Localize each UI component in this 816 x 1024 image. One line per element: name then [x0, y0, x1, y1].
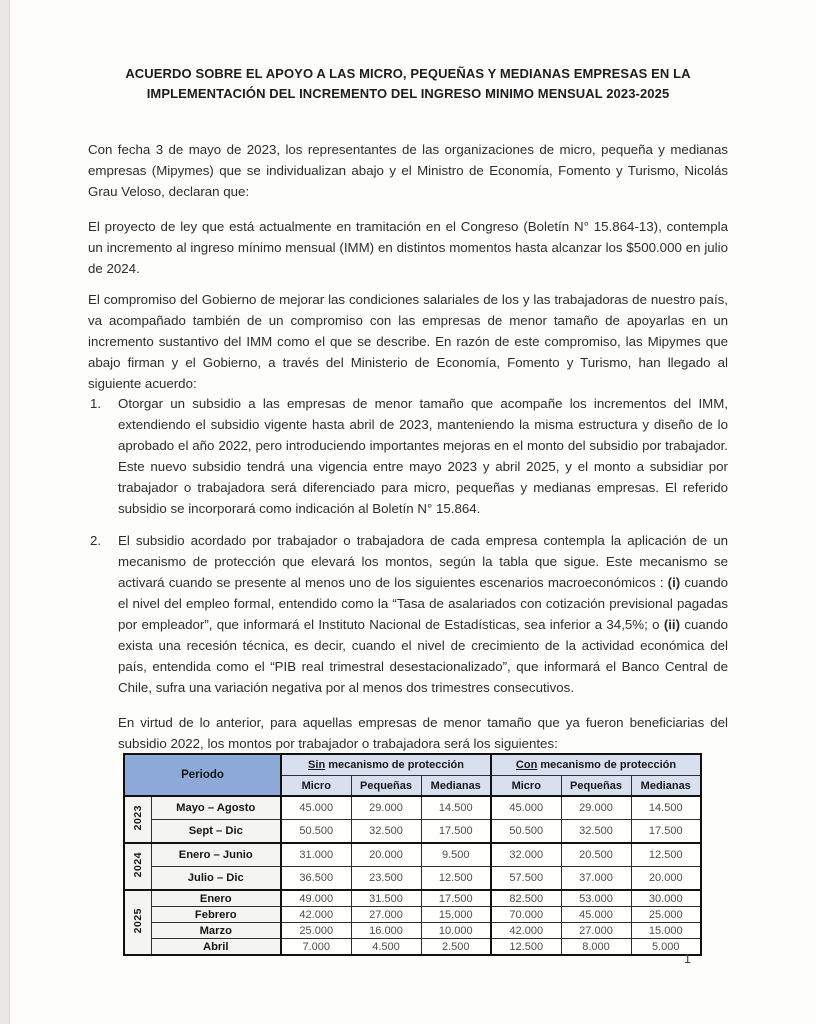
value-cell: 17.500	[631, 820, 701, 844]
value-cell: 12.500	[631, 843, 701, 867]
list-item-1-number: 1.	[90, 396, 102, 411]
period-cell: Enero	[151, 890, 281, 907]
value-cell: 45.000	[561, 907, 631, 923]
value-cell: 16.000	[351, 923, 421, 939]
value-cell: 15.000	[631, 923, 701, 939]
group-header-con-prefix: Con	[515, 759, 538, 771]
list-item-2-text	[118, 530, 728, 698]
value-cell: 45.000	[281, 796, 351, 820]
value-cell: 7.000	[281, 939, 351, 956]
value-cell: 10.000	[421, 923, 491, 939]
paragraph-pre-table: En virtud de lo anterior, para aquellas empresas de menor tamaño que ya fueron beneficiarias del subsidio 2022, los montos por trabajador o trabajadora será los siguientes:	[118, 715, 728, 752]
value-cell: 82.500	[491, 890, 561, 907]
col-header-sin-pequenas: Pequeñas	[351, 776, 421, 797]
col-header-con-pequenas: Pequeñas	[561, 776, 631, 797]
year-cell	[124, 890, 151, 955]
value-cell: 12.500	[421, 867, 491, 891]
group-header-con-rest: mecanismo de protección	[537, 759, 677, 771]
value-cell: 17.500	[421, 890, 491, 907]
group-header-sin-rest: mecanismo de protección	[325, 759, 464, 771]
paragraph-bill: El proyecto de ley que está actualmente en tramitación en el Congreso (Boletín N° 15.864-13), contempla un incremento al ingreso mínimo mensual (IMM) en distintos momentos hasta alcanzar los $500.000 en julio de 2024.	[88, 219, 728, 277]
bold-run: (ii)	[663, 617, 681, 632]
value-cell: 32.500	[561, 820, 631, 844]
value-cell: 37.000	[561, 867, 631, 891]
value-cell: 50.500	[491, 820, 561, 844]
value-cell: 25.000	[631, 907, 701, 923]
value-cell: 14.500	[421, 796, 491, 820]
document-title-line-2: IMPLEMENTACIÓN DEL INCREMENTO DEL INGRESO MINIMO MENSUAL 2023-2025	[146, 86, 670, 101]
value-cell: 50.500	[281, 820, 351, 844]
text-run: El subsidio acordado por trabajador o trabajadora de cada empresa contempla la aplicación de un mecanismo de protección que elevará los montos, según la tabla que sigue. Este mecanismo se activará cuando se presente al menos uno de los siguientes escenarios macroeconómicos :	[118, 533, 728, 590]
value-cell: 27.000	[561, 923, 631, 939]
value-cell: 45.000	[491, 796, 561, 820]
bold-run: (i)	[667, 575, 681, 590]
document-title	[90, 64, 726, 104]
table-row	[124, 796, 701, 820]
period-cell: Enero – Junio	[151, 843, 281, 867]
value-cell: 20.500	[561, 843, 631, 867]
value-cell: 29.000	[561, 796, 631, 820]
year-cell	[124, 843, 151, 890]
value-cell: 5.000	[631, 939, 701, 956]
col-header-con-micro: Micro	[491, 776, 561, 797]
group-header-con	[491, 754, 701, 776]
value-cell: 20.000	[351, 843, 421, 867]
value-cell: 29.000	[351, 796, 421, 820]
value-cell: 2.500	[421, 939, 491, 956]
value-cell: 17.500	[421, 820, 491, 844]
list-item-2	[88, 530, 728, 698]
list-item-2-number: 2.	[90, 533, 102, 548]
value-cell: 31.000	[281, 843, 351, 867]
paragraph-commitment: El compromiso del Gobierno de mejorar las condiciones salariales de los y las trabajadoras de nuestro país, va acompañado también de un compromiso con las empresas de menor tamaño de apoyarlas en un incremento sustantivo del IMM como el que se describe. En razón de este compromiso, las Mipymes que abajo firman y el Gobierno, a través del Ministerio de Economía, Fomento y Turismo, han llegado al siguiente acuerdo:	[88, 292, 728, 392]
scanned-page-edge	[0, 0, 10, 1024]
value-cell: 36.500	[281, 867, 351, 891]
value-cell: 70.000	[491, 907, 561, 923]
value-cell: 30.000	[631, 890, 701, 907]
value-cell: 42.000	[281, 907, 351, 923]
page-number: 1	[684, 952, 691, 966]
year-label: 2024	[131, 852, 144, 878]
col-header-con-medianas: Medianas	[631, 776, 701, 797]
value-cell: 57.500	[491, 867, 561, 891]
list-item-1-text: Otorgar un subsidio a las empresas de menor tamaño que acompañe los incrementos del IMM, extendiendo el subsidio vigente hasta abril de 2023, manteniendo la misma estructura y diseño de lo aprobado el año 2022, pero introduciendo importantes mejoras en el monto del subsidio por trabajador. Este nuevo subsidio tendrá una vigencia entre mayo 2023 y abril 2025, y el monto a subsidiar por trabajador o trabajadora será diferenciado para micro, pequeñas y medianas empresas. El referido subsidio se incorporará como indicación al Boletín N° 15.864.	[118, 396, 728, 516]
subsidy-table-body	[124, 796, 701, 955]
value-cell: 23.500	[351, 867, 421, 891]
value-cell: 20.000	[631, 867, 701, 891]
value-cell: 31.500	[351, 890, 421, 907]
list-item-1	[88, 393, 728, 519]
year-cell	[124, 796, 151, 843]
text-run: cuando el nivel del empleo formal, entendido como la “Tasa de asalariados con cotización previsional pagadas por empleador”, que informará el Instituto Nacional de Estadísticas, sea inferior a 34,5%; o	[118, 575, 728, 632]
col-header-sin-medianas: Medianas	[421, 776, 491, 797]
group-header-sin-prefix: Sin	[308, 759, 326, 771]
paragraph-intro: Con fecha 3 de mayo de 2023, los representantes de las organizaciones de micro, pequeña y medianas empresas (Mipymes) que se individualizan abajo y el Ministro de Economía, Fomento y Turismo, Nicolás Grau Veloso, declaran que:	[88, 142, 728, 200]
periodo-header-cell: Periodo	[124, 754, 281, 796]
period-cell: Sept – Dic	[151, 820, 281, 844]
document-title-line-1: ACUERDO SOBRE EL APOYO A LAS MICRO, PEQUEÑAS Y MEDIANAS EMPRESAS EN LA	[125, 66, 691, 81]
col-header-sin-micro: Micro	[281, 776, 351, 797]
table-row	[124, 843, 701, 867]
value-cell: 9.500	[421, 843, 491, 867]
value-cell: 42.000	[491, 923, 561, 939]
period-cell: Marzo	[151, 923, 281, 939]
table-header-row-groups	[124, 754, 701, 776]
text-run: cuando exista una recesión técnica, es decir, cuando el nivel de crecimiento de la actividad económica del país, entendida como el “PIB real trimestral desestacionalizado”, que informará el Banco Central de Chile, sufra una variación negativa por al menos dos trimestres consecutivos.	[118, 617, 728, 695]
value-cell: 32.000	[491, 843, 561, 867]
value-cell: 4.500	[351, 939, 421, 956]
value-cell: 8.000	[561, 939, 631, 956]
period-cell: Julio – Dic	[151, 867, 281, 891]
value-cell: 12.500	[491, 939, 561, 956]
table-row	[124, 939, 701, 956]
table-row	[124, 890, 701, 907]
year-label: 2023	[131, 805, 144, 831]
period-cell: Abril	[151, 939, 281, 956]
value-cell: 27.000	[351, 907, 421, 923]
value-cell: 14.500	[631, 796, 701, 820]
table-row	[124, 907, 701, 923]
subsidy-table	[123, 753, 702, 956]
period-cell: Mayo – Agosto	[151, 796, 281, 820]
group-header-sin	[281, 754, 491, 776]
subsidy-amounts-table	[123, 753, 702, 956]
value-cell: 49.000	[281, 890, 351, 907]
value-cell: 53.000	[561, 890, 631, 907]
period-cell: Febrero	[151, 907, 281, 923]
value-cell: 25.000	[281, 923, 351, 939]
table-row	[124, 820, 701, 844]
value-cell: 32.500	[351, 820, 421, 844]
year-label: 2025	[131, 908, 144, 934]
value-cell: 15.000	[421, 907, 491, 923]
table-row	[124, 867, 701, 891]
table-row	[124, 923, 701, 939]
